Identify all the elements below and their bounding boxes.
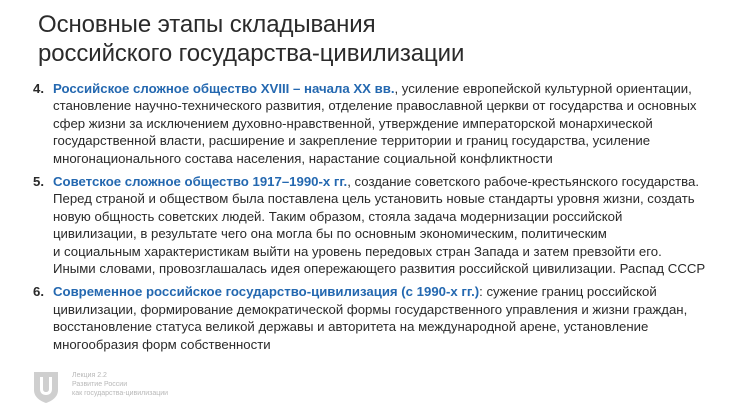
stage-text <box>53 283 731 353</box>
slide-title <box>38 10 728 68</box>
title-line-2: российского государства-цивилизации <box>38 40 465 67</box>
stage-item-6 <box>33 283 733 353</box>
stage-first-rest: , усиление европейской культурной ориентации, <box>394 81 692 96</box>
stage-heading: Российское сложное общество XVIII – начала XX вв. <box>53 81 395 96</box>
stage-line: Перед страной и обществом была поставлена цель установить новые стандарты уровня жизни, создать <box>53 191 695 207</box>
stage-first-rest: , создание советского рабоче-крестьянского государства. <box>347 174 700 190</box>
stage-item-5 <box>33 173 733 277</box>
stage-line: Иными словами, провозглашалась идея опережающего развития российской цивилизации. Распад СССР <box>53 261 706 277</box>
stage-line: государственной власти, расширение и закрепление территории и границ государства, усиление <box>53 133 651 149</box>
stage-text <box>53 80 731 167</box>
footer-line-1: Лекция 2.2 <box>72 372 107 379</box>
stage-line: становление научно-технического развития, отделение православной церкви от государства и основных <box>53 98 697 114</box>
stage-text <box>53 173 731 277</box>
stage-heading: Современное российское государство-цивилизация (с 1990-х гг.) <box>53 284 480 300</box>
stage-first-line <box>53 80 731 97</box>
stage-line: сфер жизни за исключением духовно-нравственной, утверждение императорской монархической <box>53 115 653 131</box>
stage-item-4 <box>33 80 733 167</box>
footer-line-3: как государства-цивилизации <box>72 390 169 397</box>
stage-line: новую общность советских людей. Таким образом, стояла задача модернизации российской <box>53 208 623 224</box>
footer-caption <box>72 370 168 398</box>
stage-number: 4. <box>33 81 44 96</box>
stage-heading: Советское сложное общество 1917–1990-х гг. <box>53 174 348 190</box>
stage-line: и социальным характеристикам выйти на уровень передовых стран Запада и затем превзойти его. <box>53 243 662 259</box>
stages-list <box>33 80 733 359</box>
stage-first-line <box>53 283 731 300</box>
stage-number: 6. <box>33 284 44 300</box>
title-line-1: Основные этапы складывания <box>38 11 376 38</box>
slide-footer <box>32 370 168 404</box>
university-shield-logo-icon <box>32 370 60 404</box>
stage-line: цивилизации, в результате чего она могла бы по основным экономическим, политическим <box>53 226 607 242</box>
stage-first-line <box>53 173 731 190</box>
stage-first-rest: : сужение границ российской <box>479 284 657 300</box>
stage-number: 5. <box>33 174 44 190</box>
stage-line: многонационального состава населения, нарастание социальной конфликтности <box>53 150 553 166</box>
footer-line-2: Развитие России <box>72 381 128 388</box>
stage-line: цивилизации, формирование демократической формы государственного управления и жизни граждан, <box>53 301 688 317</box>
stage-line: восстановление статуса великой державы и авторитета на международной арене, установление <box>53 319 649 335</box>
stage-line: многообразия форм собственности <box>53 336 271 352</box>
